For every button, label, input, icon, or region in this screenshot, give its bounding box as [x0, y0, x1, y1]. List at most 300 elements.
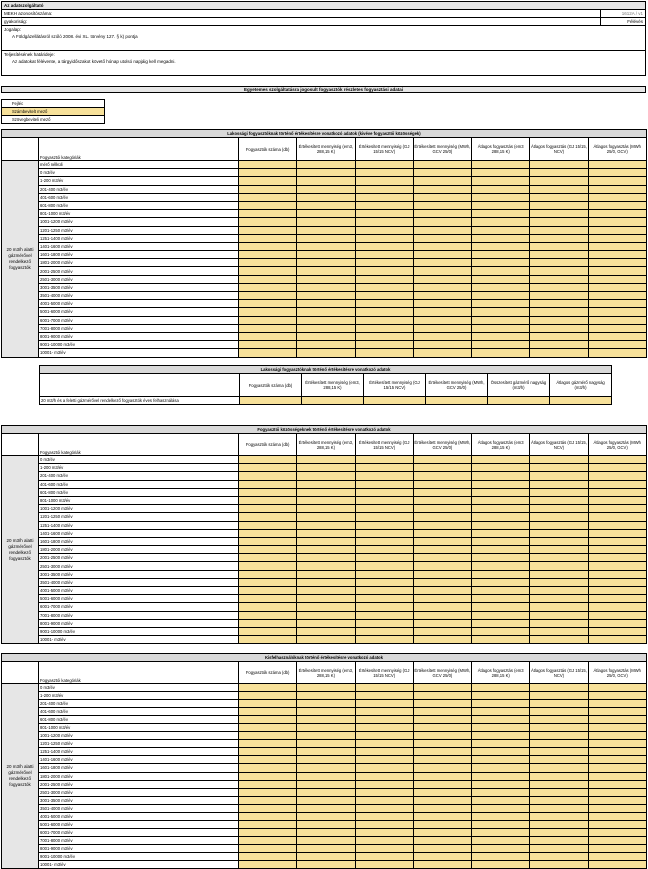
number-input-cell[interactable]	[588, 861, 646, 869]
number-input-cell[interactable]	[588, 844, 646, 852]
number-input-cell[interactable]	[355, 562, 413, 570]
number-input-cell[interactable]	[413, 611, 471, 619]
number-input-cell[interactable]	[239, 341, 297, 349]
number-input-cell[interactable]	[413, 587, 471, 595]
number-input-cell[interactable]	[355, 283, 413, 291]
number-input-cell[interactable]	[530, 496, 588, 504]
number-input-cell[interactable]	[355, 595, 413, 603]
number-input-cell[interactable]	[297, 267, 355, 275]
number-input-cell[interactable]	[472, 595, 530, 603]
number-input-cell[interactable]	[413, 748, 471, 756]
number-input-cell[interactable]	[588, 292, 646, 300]
number-input-cell[interactable]	[239, 226, 297, 234]
number-input-cell[interactable]	[588, 756, 646, 764]
number-input-cell[interactable]	[239, 788, 297, 796]
number-input-cell[interactable]	[355, 308, 413, 316]
number-input-cell[interactable]	[588, 804, 646, 812]
number-input-cell[interactable]	[530, 619, 588, 627]
number-input-cell[interactable]	[297, 627, 355, 635]
number-input-cell[interactable]	[239, 780, 297, 788]
number-input-cell[interactable]	[588, 636, 646, 644]
number-input-cell[interactable]	[239, 275, 297, 283]
number-input-cell[interactable]	[472, 546, 530, 554]
number-input-cell[interactable]	[413, 796, 471, 804]
number-input-cell[interactable]	[588, 210, 646, 218]
number-input-cell[interactable]	[472, 603, 530, 611]
number-input-cell[interactable]	[297, 732, 355, 740]
number-input-cell[interactable]	[297, 740, 355, 748]
number-input-cell[interactable]	[588, 529, 646, 537]
number-input-cell[interactable]	[472, 505, 530, 513]
number-input-cell[interactable]	[530, 732, 588, 740]
number-input-cell[interactable]	[530, 259, 588, 267]
number-input-cell[interactable]	[413, 275, 471, 283]
number-input-cell[interactable]	[413, 193, 471, 201]
number-input-cell[interactable]	[530, 700, 588, 708]
number-input-cell[interactable]	[472, 529, 530, 537]
number-input-cell[interactable]	[355, 480, 413, 488]
number-input-cell[interactable]	[413, 820, 471, 828]
number-input-cell[interactable]	[297, 684, 355, 692]
number-input-cell[interactable]	[355, 756, 413, 764]
number-input-cell[interactable]	[239, 732, 297, 740]
number-input-cell[interactable]	[355, 505, 413, 513]
number-input-cell[interactable]	[530, 456, 588, 464]
number-input-cell[interactable]	[355, 242, 413, 250]
number-input-cell[interactable]	[472, 251, 530, 259]
number-input-cell[interactable]	[588, 505, 646, 513]
number-input-cell[interactable]	[239, 513, 297, 521]
number-input-cell[interactable]	[413, 562, 471, 570]
number-input-cell[interactable]	[239, 708, 297, 716]
number-input-cell[interactable]	[297, 554, 355, 562]
number-input-cell[interactable]	[472, 796, 530, 804]
number-input-cell[interactable]	[472, 488, 530, 496]
number-input-cell[interactable]	[413, 472, 471, 480]
number-input-cell[interactable]	[355, 464, 413, 472]
number-input-cell[interactable]	[413, 700, 471, 708]
number-input-cell[interactable]	[239, 201, 297, 209]
number-input-cell[interactable]	[239, 472, 297, 480]
number-input-cell[interactable]	[472, 844, 530, 852]
number-input-cell[interactable]	[413, 242, 471, 250]
number-input-cell[interactable]	[472, 210, 530, 218]
number-input-cell[interactable]	[530, 193, 588, 201]
number-input-cell[interactable]	[355, 267, 413, 275]
number-input-cell[interactable]	[413, 308, 471, 316]
number-input-cell[interactable]	[239, 505, 297, 513]
number-input-cell[interactable]	[239, 700, 297, 708]
number-input-cell[interactable]	[588, 456, 646, 464]
number-input-cell[interactable]	[355, 316, 413, 324]
number-input-cell[interactable]	[297, 780, 355, 788]
number-input-cell[interactable]	[588, 554, 646, 562]
number-input-cell[interactable]	[355, 210, 413, 218]
number-input-cell[interactable]	[472, 275, 530, 283]
number-input-cell[interactable]	[355, 193, 413, 201]
number-input-cell[interactable]	[297, 852, 355, 860]
number-input-cell[interactable]	[355, 456, 413, 464]
number-input-cell[interactable]	[472, 780, 530, 788]
number-input-cell[interactable]	[239, 692, 297, 700]
number-input-cell[interactable]	[472, 820, 530, 828]
number-input-cell[interactable]	[588, 595, 646, 603]
number-input-cell[interactable]	[239, 812, 297, 820]
number-input-cell[interactable]	[413, 267, 471, 275]
number-input-cell[interactable]	[239, 619, 297, 627]
number-input-cell[interactable]	[530, 844, 588, 852]
number-input-cell[interactable]	[413, 349, 471, 357]
number-input-cell[interactable]	[297, 505, 355, 513]
number-input-cell[interactable]	[355, 324, 413, 332]
number-input-cell[interactable]	[530, 480, 588, 488]
number-input-cell[interactable]	[472, 193, 530, 201]
number-input-cell[interactable]	[588, 611, 646, 619]
number-input-cell[interactable]	[413, 804, 471, 812]
number-input-cell[interactable]	[355, 341, 413, 349]
number-input-cell[interactable]	[530, 820, 588, 828]
number-input-cell[interactable]	[297, 804, 355, 812]
number-input-cell[interactable]	[355, 275, 413, 283]
number-input-cell[interactable]	[413, 844, 471, 852]
number-input-cell[interactable]	[472, 234, 530, 242]
number-input-cell[interactable]	[355, 292, 413, 300]
number-input-cell[interactable]	[297, 292, 355, 300]
number-input-cell[interactable]	[588, 700, 646, 708]
number-input-cell[interactable]	[297, 546, 355, 554]
number-input-cell[interactable]	[472, 708, 530, 716]
number-input-cell[interactable]	[413, 169, 471, 177]
number-input-cell[interactable]	[530, 595, 588, 603]
number-input-cell[interactable]	[413, 185, 471, 193]
number-input-cell[interactable]	[588, 836, 646, 844]
number-input-cell[interactable]	[355, 740, 413, 748]
number-input-cell[interactable]	[297, 185, 355, 193]
number-input-cell[interactable]	[530, 692, 588, 700]
number-input-cell[interactable]	[239, 804, 297, 812]
number-input-cell[interactable]	[413, 480, 471, 488]
number-input-cell[interactable]	[355, 724, 413, 732]
number-input-cell[interactable]	[297, 812, 355, 820]
number-input-cell[interactable]	[588, 852, 646, 860]
number-input-cell[interactable]	[472, 316, 530, 324]
number-input-cell[interactable]	[239, 464, 297, 472]
number-input-cell[interactable]	[355, 349, 413, 357]
number-input-cell[interactable]	[588, 341, 646, 349]
number-input-cell[interactable]	[413, 456, 471, 464]
number-input-cell[interactable]	[297, 619, 355, 627]
number-input-cell[interactable]	[472, 692, 530, 700]
number-input-cell[interactable]	[355, 836, 413, 844]
number-input-cell[interactable]	[239, 562, 297, 570]
number-input-cell[interactable]	[588, 332, 646, 340]
number-input-cell[interactable]	[239, 218, 297, 226]
number-input-cell[interactable]	[297, 308, 355, 316]
number-input-cell[interactable]	[588, 521, 646, 529]
number-input-cell[interactable]	[413, 226, 471, 234]
number-input-cell[interactable]	[302, 397, 364, 405]
number-input-cell[interactable]	[413, 546, 471, 554]
number-input-cell[interactable]	[588, 201, 646, 209]
number-input-cell[interactable]	[588, 619, 646, 627]
number-input-cell[interactable]	[472, 804, 530, 812]
number-input-cell[interactable]	[355, 828, 413, 836]
number-input-cell[interactable]	[530, 242, 588, 250]
number-input-cell[interactable]	[239, 480, 297, 488]
number-input-cell[interactable]	[297, 234, 355, 242]
number-input-cell[interactable]	[588, 708, 646, 716]
number-input-cell[interactable]	[413, 684, 471, 692]
number-input-cell[interactable]	[472, 570, 530, 578]
number-input-cell[interactable]	[355, 488, 413, 496]
number-input-cell[interactable]	[413, 619, 471, 627]
number-input-cell[interactable]	[588, 496, 646, 504]
number-input-cell[interactable]	[297, 324, 355, 332]
number-input-cell[interactable]	[297, 521, 355, 529]
number-input-cell[interactable]	[297, 611, 355, 619]
number-input-cell[interactable]	[472, 349, 530, 357]
number-input-cell[interactable]	[355, 627, 413, 635]
number-input-cell[interactable]	[413, 332, 471, 340]
number-input-cell[interactable]	[588, 275, 646, 283]
number-input-cell[interactable]	[413, 292, 471, 300]
number-input-cell[interactable]	[488, 397, 550, 405]
number-input-cell[interactable]	[355, 636, 413, 644]
number-input-cell[interactable]	[355, 619, 413, 627]
number-input-cell[interactable]	[530, 185, 588, 193]
number-input-cell[interactable]	[413, 772, 471, 780]
number-input-cell[interactable]	[297, 332, 355, 340]
number-input-cell[interactable]	[413, 603, 471, 611]
number-input-cell[interactable]	[472, 169, 530, 177]
number-input-cell[interactable]	[239, 740, 297, 748]
number-input-cell[interactable]	[588, 218, 646, 226]
number-input-cell[interactable]	[297, 861, 355, 869]
number-input-cell[interactable]	[588, 308, 646, 316]
number-input-cell[interactable]	[472, 464, 530, 472]
number-input-cell[interactable]	[472, 724, 530, 732]
number-input-cell[interactable]	[297, 788, 355, 796]
number-input-cell[interactable]	[472, 756, 530, 764]
number-input-cell[interactable]	[297, 562, 355, 570]
number-input-cell[interactable]	[530, 300, 588, 308]
number-input-cell[interactable]	[413, 210, 471, 218]
number-input-cell[interactable]	[413, 764, 471, 772]
number-input-cell[interactable]	[413, 234, 471, 242]
number-input-cell[interactable]	[297, 756, 355, 764]
number-input-cell[interactable]	[472, 627, 530, 635]
number-input-cell[interactable]	[588, 812, 646, 820]
number-input-cell[interactable]	[413, 740, 471, 748]
number-input-cell[interactable]	[530, 788, 588, 796]
number-input-cell[interactable]	[472, 788, 530, 796]
number-input-cell[interactable]	[530, 852, 588, 860]
number-input-cell[interactable]	[472, 554, 530, 562]
number-input-cell[interactable]	[297, 472, 355, 480]
number-input-cell[interactable]	[239, 756, 297, 764]
number-input-cell[interactable]	[530, 513, 588, 521]
number-input-cell[interactable]	[297, 242, 355, 250]
number-input-cell[interactable]	[588, 349, 646, 357]
number-input-cell[interactable]	[588, 242, 646, 250]
number-input-cell[interactable]	[530, 716, 588, 724]
number-input-cell[interactable]	[588, 796, 646, 804]
number-input-cell[interactable]	[355, 852, 413, 860]
number-input-cell[interactable]	[588, 732, 646, 740]
number-input-cell[interactable]	[472, 177, 530, 185]
number-input-cell[interactable]	[297, 578, 355, 586]
number-input-cell[interactable]	[355, 332, 413, 340]
number-input-cell[interactable]	[355, 788, 413, 796]
number-input-cell[interactable]	[413, 488, 471, 496]
number-input-cell[interactable]	[588, 562, 646, 570]
number-input-cell[interactable]	[297, 587, 355, 595]
number-input-cell[interactable]	[588, 692, 646, 700]
number-input-cell[interactable]	[239, 820, 297, 828]
number-input-cell[interactable]	[355, 218, 413, 226]
number-input-cell[interactable]	[239, 716, 297, 724]
number-input-cell[interactable]	[472, 267, 530, 275]
number-input-cell[interactable]	[297, 210, 355, 218]
number-input-cell[interactable]	[239, 308, 297, 316]
number-input-cell[interactable]	[413, 529, 471, 537]
number-input-cell[interactable]	[239, 259, 297, 267]
number-input-cell[interactable]	[297, 275, 355, 283]
number-input-cell[interactable]	[355, 472, 413, 480]
number-input-cell[interactable]	[239, 169, 297, 177]
number-input-cell[interactable]	[472, 201, 530, 209]
number-input-cell[interactable]	[413, 259, 471, 267]
number-input-cell[interactable]	[355, 716, 413, 724]
number-input-cell[interactable]	[355, 226, 413, 234]
number-input-cell[interactable]	[530, 283, 588, 291]
number-input-cell[interactable]	[355, 578, 413, 586]
number-input-cell[interactable]	[355, 764, 413, 772]
number-input-cell[interactable]	[472, 611, 530, 619]
number-input-cell[interactable]	[472, 748, 530, 756]
number-input-cell[interactable]	[297, 828, 355, 836]
number-input-cell[interactable]	[355, 796, 413, 804]
number-input-cell[interactable]	[413, 496, 471, 504]
number-input-cell[interactable]	[530, 472, 588, 480]
number-input-cell[interactable]	[472, 480, 530, 488]
number-input-cell[interactable]	[297, 251, 355, 259]
number-input-cell[interactable]	[413, 251, 471, 259]
number-input-cell[interactable]	[355, 844, 413, 852]
number-input-cell[interactable]	[413, 627, 471, 635]
number-input-cell[interactable]	[297, 636, 355, 644]
number-input-cell[interactable]	[472, 732, 530, 740]
number-input-cell[interactable]	[530, 308, 588, 316]
number-input-cell[interactable]	[413, 724, 471, 732]
number-input-cell[interactable]	[413, 595, 471, 603]
number-input-cell[interactable]	[413, 521, 471, 529]
number-input-cell[interactable]	[364, 397, 426, 405]
number-input-cell[interactable]	[239, 267, 297, 275]
number-input-cell[interactable]	[297, 529, 355, 537]
number-input-cell[interactable]	[472, 812, 530, 820]
number-input-cell[interactable]	[588, 684, 646, 692]
number-input-cell[interactable]	[413, 732, 471, 740]
number-input-cell[interactable]	[530, 161, 588, 169]
number-input-cell[interactable]	[297, 488, 355, 496]
number-input-cell[interactable]	[426, 397, 488, 405]
number-input-cell[interactable]	[472, 562, 530, 570]
number-input-cell[interactable]	[472, 292, 530, 300]
number-input-cell[interactable]	[472, 772, 530, 780]
number-input-cell[interactable]	[355, 772, 413, 780]
number-input-cell[interactable]	[530, 316, 588, 324]
number-input-cell[interactable]	[355, 748, 413, 756]
number-input-cell[interactable]	[588, 193, 646, 201]
number-input-cell[interactable]	[472, 242, 530, 250]
number-input-cell[interactable]	[472, 496, 530, 504]
number-input-cell[interactable]	[239, 185, 297, 193]
number-input-cell[interactable]	[355, 780, 413, 788]
number-input-cell[interactable]	[239, 861, 297, 869]
number-input-cell[interactable]	[472, 587, 530, 595]
number-input-cell[interactable]	[239, 210, 297, 218]
number-input-cell[interactable]	[550, 397, 612, 405]
number-input-cell[interactable]	[530, 764, 588, 772]
number-input-cell[interactable]	[588, 300, 646, 308]
number-input-cell[interactable]	[472, 472, 530, 480]
number-input-cell[interactable]	[239, 316, 297, 324]
number-input-cell[interactable]	[588, 185, 646, 193]
number-input-cell[interactable]	[297, 226, 355, 234]
number-input-cell[interactable]	[297, 692, 355, 700]
number-input-cell[interactable]	[588, 283, 646, 291]
number-input-cell[interactable]	[472, 324, 530, 332]
number-input-cell[interactable]	[239, 636, 297, 644]
number-input-cell[interactable]	[530, 169, 588, 177]
number-input-cell[interactable]	[413, 554, 471, 562]
number-input-cell[interactable]	[239, 300, 297, 308]
number-input-cell[interactable]	[297, 341, 355, 349]
number-input-cell[interactable]	[530, 349, 588, 357]
number-input-cell[interactable]	[297, 169, 355, 177]
number-input-cell[interactable]	[530, 636, 588, 644]
number-input-cell[interactable]	[472, 578, 530, 586]
number-input-cell[interactable]	[530, 521, 588, 529]
number-input-cell[interactable]	[588, 780, 646, 788]
number-input-cell[interactable]	[530, 562, 588, 570]
number-input-cell[interactable]	[588, 480, 646, 488]
number-input-cell[interactable]	[472, 218, 530, 226]
number-input-cell[interactable]	[472, 300, 530, 308]
number-input-cell[interactable]	[472, 861, 530, 869]
number-input-cell[interactable]	[355, 251, 413, 259]
number-input-cell[interactable]	[530, 267, 588, 275]
number-input-cell[interactable]	[239, 852, 297, 860]
number-input-cell[interactable]	[297, 161, 355, 169]
number-input-cell[interactable]	[588, 724, 646, 732]
number-input-cell[interactable]	[588, 251, 646, 259]
number-input-cell[interactable]	[240, 397, 302, 405]
number-input-cell[interactable]	[297, 844, 355, 852]
number-input-cell[interactable]	[588, 587, 646, 595]
number-input-cell[interactable]	[588, 472, 646, 480]
number-input-cell[interactable]	[530, 546, 588, 554]
number-input-cell[interactable]	[413, 464, 471, 472]
number-input-cell[interactable]	[530, 804, 588, 812]
number-input-cell[interactable]	[588, 772, 646, 780]
number-input-cell[interactable]	[355, 546, 413, 554]
number-input-cell[interactable]	[297, 700, 355, 708]
number-input-cell[interactable]	[239, 570, 297, 578]
number-input-cell[interactable]	[355, 177, 413, 185]
number-input-cell[interactable]	[472, 332, 530, 340]
